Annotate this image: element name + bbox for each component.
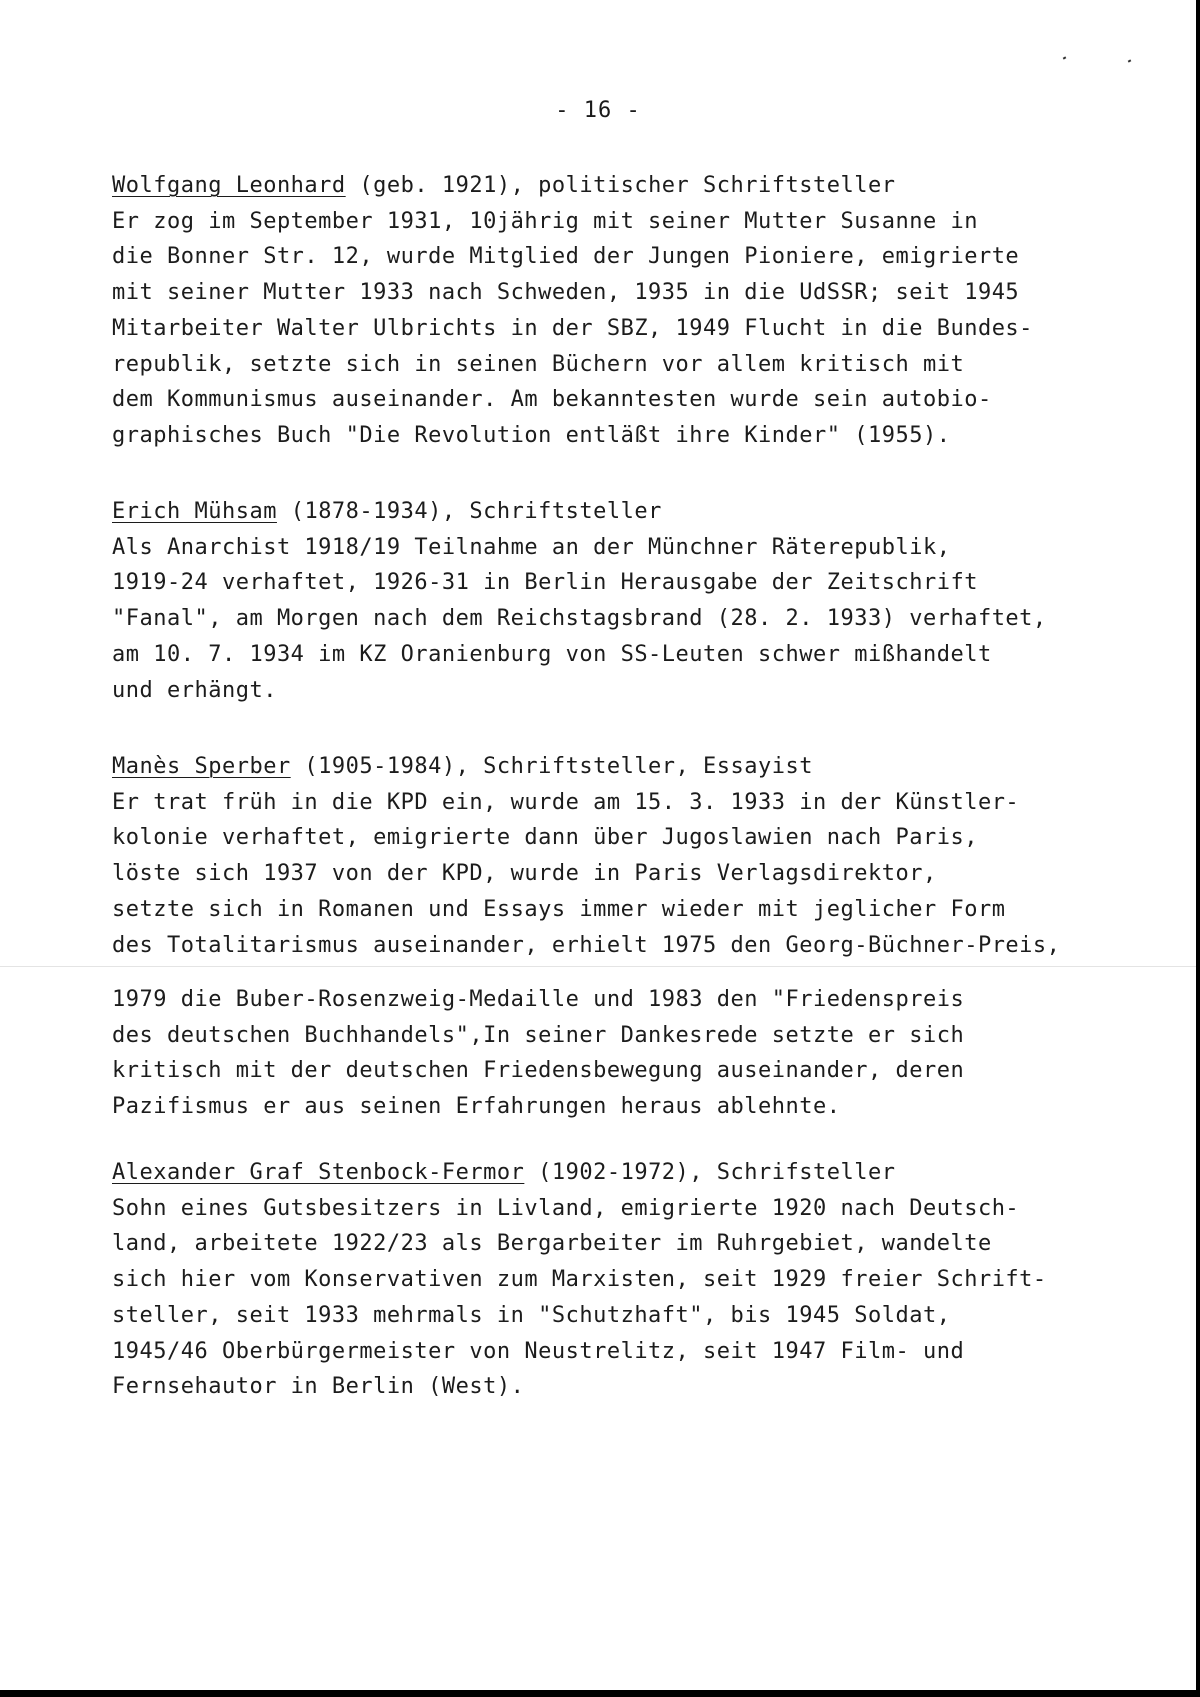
page-number: - 16 - <box>555 98 641 123</box>
heading-details: (1902-1972), Schrifsteller <box>524 1160 896 1185</box>
text-line: Sohn eines Gutsbesitzers in Livland, emigrierte 1920 nach Deutsch- <box>112 1195 1020 1221</box>
person-name: Wolfgang Leonhard <box>112 173 346 198</box>
heading-details: (geb. 1921), politischer Schriftsteller <box>345 173 896 198</box>
text-line: die Bonner Str. 12, wurde Mitglied der Jungen Pioniere, emigrierte <box>112 244 1020 270</box>
text-line: löste sich 1937 von der KPD, wurde in Paris Verlagsdirektor, <box>112 861 937 887</box>
text-line: Er zog im September 1931, 10jährig mit seiner Mutter Susanne in <box>112 208 978 234</box>
text-line: des deutschen Buchhandels",In seiner Dankesrede setzte er sich <box>112 1022 965 1048</box>
text-line: steller, seit 1933 mehrmals in "Schutzhaft", bis 1945 Soldat, <box>112 1302 951 1328</box>
biography-entry-leonhard <box>112 168 1132 454</box>
text-line: Er trat früh in die KPD ein, wurde am 15. 3. 1933 in der Künstler- <box>112 789 1020 815</box>
text-line: und erhängt. <box>112 677 277 703</box>
person-name: Manès Sperber <box>112 754 291 779</box>
text-line: mit seiner Mutter 1933 nach Schweden, 1935 in die UdSSR; seit 1945 <box>112 280 1020 306</box>
text-line: graphisches Buch "Die Revolution entläßt ihre Kinder" (1955). <box>112 422 951 448</box>
text-line: 1919-24 verhaftet, 1926-31 in Berlin Herausgabe der Zeitschrift <box>112 570 978 596</box>
text-line: am 10. 7. 1934 im KZ Oranienburg von SS-Leuten schwer mißhandelt <box>112 641 992 667</box>
heading-details: (1905-1984), Schriftsteller, Essayist <box>290 754 814 779</box>
text-line: kolonie verhaftet, emigrierte dann über Jugoslawien nach Paris, <box>112 825 978 851</box>
text-line: 1979 die Buber-Rosenzweig-Medaille und 1983 den "Friedenspreis <box>112 987 965 1012</box>
heading-details: (1878-1934), Schriftsteller <box>276 499 662 524</box>
text-line: 1945/46 Oberbürgermeister von Neustrelitz, seit 1947 Film- und <box>112 1338 965 1364</box>
text-line: Als Anarchist 1918/19 Teilnahme an der Münchner Räterepublik, <box>112 534 951 560</box>
text-line: Pazifismus er aus seinen Erfahrungen heraus ablehnte. <box>112 1094 841 1120</box>
text-line: des Totalitarismus auseinander, erhielt 1975 den Georg-Büchner-Preis, <box>112 932 1061 958</box>
text-line: republik, setzte sich in seinen Büchern vor allem kritisch mit <box>112 351 965 377</box>
person-name: Alexander Graf Stenbock-Fermor <box>112 1160 525 1185</box>
entry-heading <box>112 168 1132 204</box>
paper-fold-line <box>0 966 1196 967</box>
entry-heading <box>112 749 1132 785</box>
biography-entry-stenbock-fermor <box>112 1155 1132 1405</box>
text-line: Fernsehautor in Berlin (West). <box>112 1374 525 1400</box>
scan-speck <box>1063 56 1067 59</box>
text-line: kritisch mit der deutschen Friedensbewegung auseinander, deren <box>112 1058 965 1084</box>
biography-entry-sperber <box>112 749 1132 963</box>
entry-heading <box>112 1155 1132 1191</box>
text-line: "Fanal", am Morgen nach dem Reichstagsbrand (28. 2. 1933) verhaftet, <box>112 606 1047 632</box>
text-line: setzte sich in Romanen und Essays immer wieder mit jeglicher Form <box>112 896 1006 922</box>
biography-entry-sperber-continued <box>112 982 1132 1125</box>
biography-entry-muehsam <box>112 494 1132 708</box>
entry-heading <box>112 494 1132 530</box>
person-name: Erich Mühsam <box>112 499 277 524</box>
text-line: Mitarbeiter Walter Ulbrichts in der SBZ, 1949 Flucht in die Bundes- <box>112 315 1033 341</box>
scan-speck <box>1128 59 1132 62</box>
text-line: land, arbeitete 1922/23 als Bergarbeiter im Ruhrgebiet, wandelte <box>112 1231 992 1257</box>
text-line: sich hier vom Konservativen zum Marxisten, seit 1929 freier Schrift- <box>112 1267 1047 1293</box>
text-line: dem Kommunismus auseinander. Am bekanntesten wurde sein autobio- <box>112 387 992 413</box>
